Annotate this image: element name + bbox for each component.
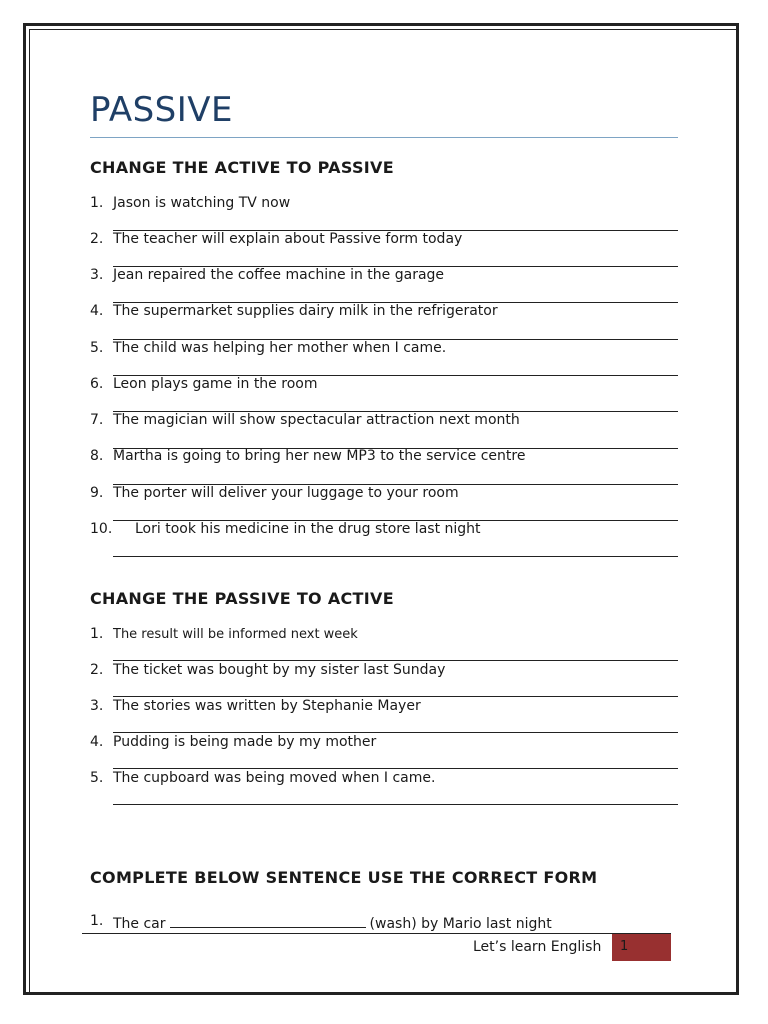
list-item [90,626,678,654]
answer-line[interactable] [113,804,678,805]
item-text: The porter will deliver your luggage to your room [113,485,459,501]
item-text: The teacher will explain about Passive form today [113,231,463,247]
answer-line[interactable] [113,696,678,697]
item-number: 1. [90,195,104,211]
answer-line[interactable] [113,768,678,769]
item-text: Jason is watching TV now [113,195,291,211]
page-title: PASSIVE [90,90,234,130]
list-item [90,267,678,295]
item-text: The result will be informed next week [113,627,358,642]
section-heading-complete-sentence: COMPLETE BELOW SENTENCE USE THE CORRECT FORM [90,868,598,887]
item-number: 10. [90,521,113,537]
sentence-start: The car [113,916,166,932]
item-number: 1. [90,626,104,642]
item-text: The cupboard was being moved when I came. [113,770,436,786]
item-number: 2. [90,662,104,678]
answer-line[interactable] [113,732,678,733]
item-number: 1. [90,913,104,929]
sentence-end: (wash) by Mario last night [369,916,552,932]
item-text: The supermarket supplies dairy milk in the refrigerator [113,303,498,319]
item-text: Jean repaired the coffee machine in the garage [113,267,445,283]
item-number: 5. [90,340,104,356]
list-item [90,376,678,404]
item-number: 9. [90,485,104,501]
list-item [90,412,678,440]
item-number: 4. [90,303,104,319]
item-number: 8. [90,448,104,464]
item-number: 5. [90,770,104,786]
list-item [90,770,678,798]
list-item [90,340,678,368]
item-number: 6. [90,376,104,392]
item-text: The stories was written by Stephanie Mayer [113,698,421,714]
item-number: 2. [90,231,104,247]
item-text: Lori took his medicine in the drug store last night [135,521,481,537]
footer-label: Let’s learn English [473,939,602,955]
item-text: The child was helping her mother when I came. [113,340,447,356]
item-number: 3. [90,267,104,283]
list-item [90,662,678,690]
list-item [90,521,678,549]
item-number: 4. [90,734,104,750]
page-number: 1 [620,939,629,954]
page-number-box [612,934,671,961]
list-item [90,734,678,762]
item-text: The ticket was bought by my sister last Sunday [113,662,446,678]
item-text: Martha is going to bring her new MP3 to the service centre [113,448,526,464]
item-text: Leon plays game in the room [113,376,318,392]
list-item [90,448,678,476]
footer-rule [82,933,671,934]
list-item [90,195,678,223]
answer-line[interactable] [113,556,678,557]
item-number: 3. [90,698,104,714]
list-item [90,231,678,259]
title-underline [90,137,678,138]
item-text: The magician will show spectacular attraction next month [113,412,520,428]
fill-in-blank[interactable] [170,913,366,928]
list-item [90,698,678,726]
item-text [113,913,552,932]
list-item [90,913,678,941]
section-heading-passive-to-active: CHANGE THE PASSIVE TO ACTIVE [90,589,394,608]
answer-line[interactable] [113,660,678,661]
list-item [90,303,678,331]
item-text: Pudding is being made by my mother [113,734,377,750]
item-number: 7. [90,412,104,428]
list-item [90,485,678,513]
section-heading-active-to-passive: CHANGE THE ACTIVE TO PASSIVE [90,158,394,177]
